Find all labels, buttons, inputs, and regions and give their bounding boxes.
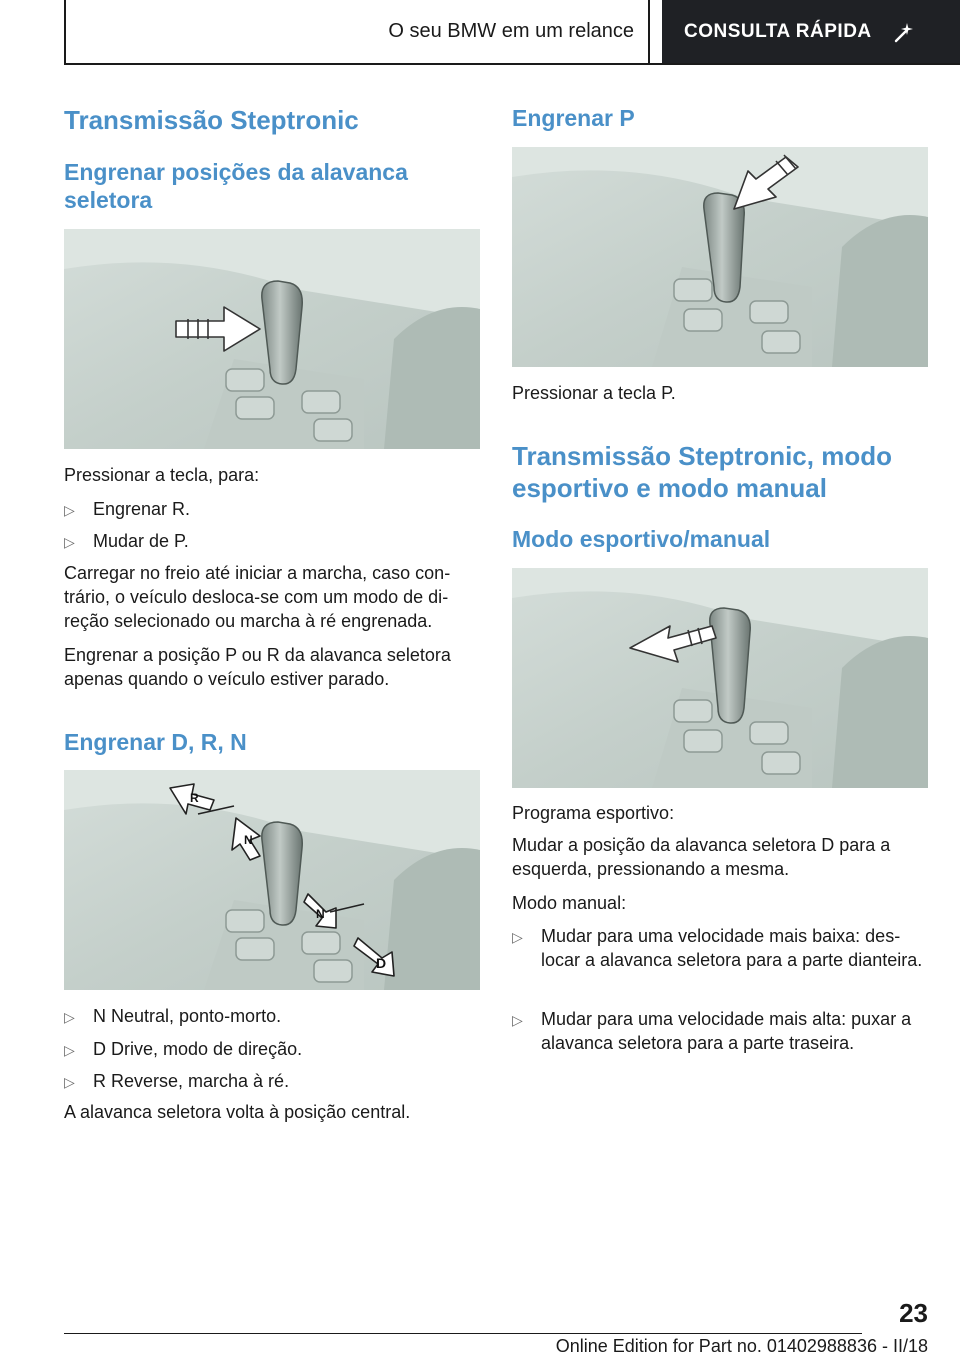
label-n-forward: N <box>244 833 253 847</box>
label-r: R <box>190 791 199 805</box>
triangle-bullet-icon: ▷ <box>64 502 75 518</box>
illustration-gear-selector-drn <box>64 770 480 990</box>
section-heading-steptronic: Transmissão Steptronic <box>64 105 359 135</box>
header-divider <box>648 0 650 64</box>
subheading-sport-manual-mode: Modo esportivo/manual <box>512 526 771 552</box>
paragraph-park-when-stopped: Engrenar a posição P ou R da alavanca seletora apenas quando o veículo estiver parado. <box>64 645 451 689</box>
edition-note: Online Edition for Part no. 01402988836 - II/18 <box>555 1336 928 1356</box>
subheading-selector-positions: Engrenar posições da alavanca seletora <box>64 159 408 213</box>
illustration-gear-selector-sport <box>512 568 928 788</box>
label-n-back: N <box>316 907 325 921</box>
label-d: D <box>376 955 387 971</box>
paragraph-brake-warning: Carregar no freio até iniciar a marcha, caso contrário, o veículo desloca-se com um modo de direção selecionado ou marcha à ré engrenada. <box>64 563 451 631</box>
illustration-gear-selector-park <box>512 147 928 367</box>
paragraph-press-button: Pressionar a tecla, para: <box>64 465 260 485</box>
paragraph-sport-program: Programa esportivo: <box>512 803 675 823</box>
header-section-title <box>66 0 648 63</box>
triangle-bullet-icon: ▷ <box>64 534 75 550</box>
section-title-text: O seu BMW em um relance <box>388 20 634 42</box>
footer-rule <box>64 1333 862 1334</box>
subheading-engage-drn: Engrenar D, R, N <box>64 729 247 755</box>
sparkle-wand-icon <box>892 21 914 43</box>
page-number: 23 <box>899 1298 928 1328</box>
list-item: ▷ D Drive, modo de direção. <box>64 1037 480 1062</box>
triangle-bullet-icon: ▷ <box>64 1074 75 1090</box>
triangle-bullet-icon: ▷ <box>512 1012 523 1028</box>
header-rule <box>64 63 960 65</box>
chapter-tab-label: CONSULTA RÁPIDA <box>684 21 872 42</box>
paragraph-manual-mode: Modo manual: <box>512 893 627 913</box>
list-item: ▷ R Reverse, marcha à ré. <box>64 1069 480 1094</box>
section-heading-sport-manual: Transmissão Steptronic, modo esportivo e modo manual <box>512 441 892 503</box>
paragraph-move-left: Mudar a posição da alavanca seletora D para a esquerda, pressionando a mesma. <box>512 835 891 879</box>
list-item: ▷ Engrenar R. <box>64 497 480 522</box>
triangle-bullet-icon: ▷ <box>64 1009 75 1025</box>
triangle-bullet-icon: ▷ <box>512 929 523 945</box>
header-chapter-tab[interactable] <box>662 0 960 64</box>
list-item: ▷ Mudar para uma velocidade mais alta: puxar a alavanca seletora para a parte traseira. <box>512 1009 912 1053</box>
triangle-bullet-icon: ▷ <box>64 1042 75 1058</box>
list-item: ▷ N Neutral, ponto-morto. <box>64 1004 480 1029</box>
list-item: ▷ Mudar para uma velocidade mais baixa: deslocar a alavanca seletora para a parte dianteira. <box>512 926 923 970</box>
paragraph-lever-returns: A alavanca seletora volta à posição central. <box>64 1102 411 1122</box>
list-item: ▷ Mudar de P. <box>64 529 480 554</box>
subheading-engage-p: Engrenar P <box>512 105 635 131</box>
illustration-gear-selector-button <box>64 229 480 449</box>
paragraph-press-p: Pressionar a tecla P. <box>512 383 676 403</box>
